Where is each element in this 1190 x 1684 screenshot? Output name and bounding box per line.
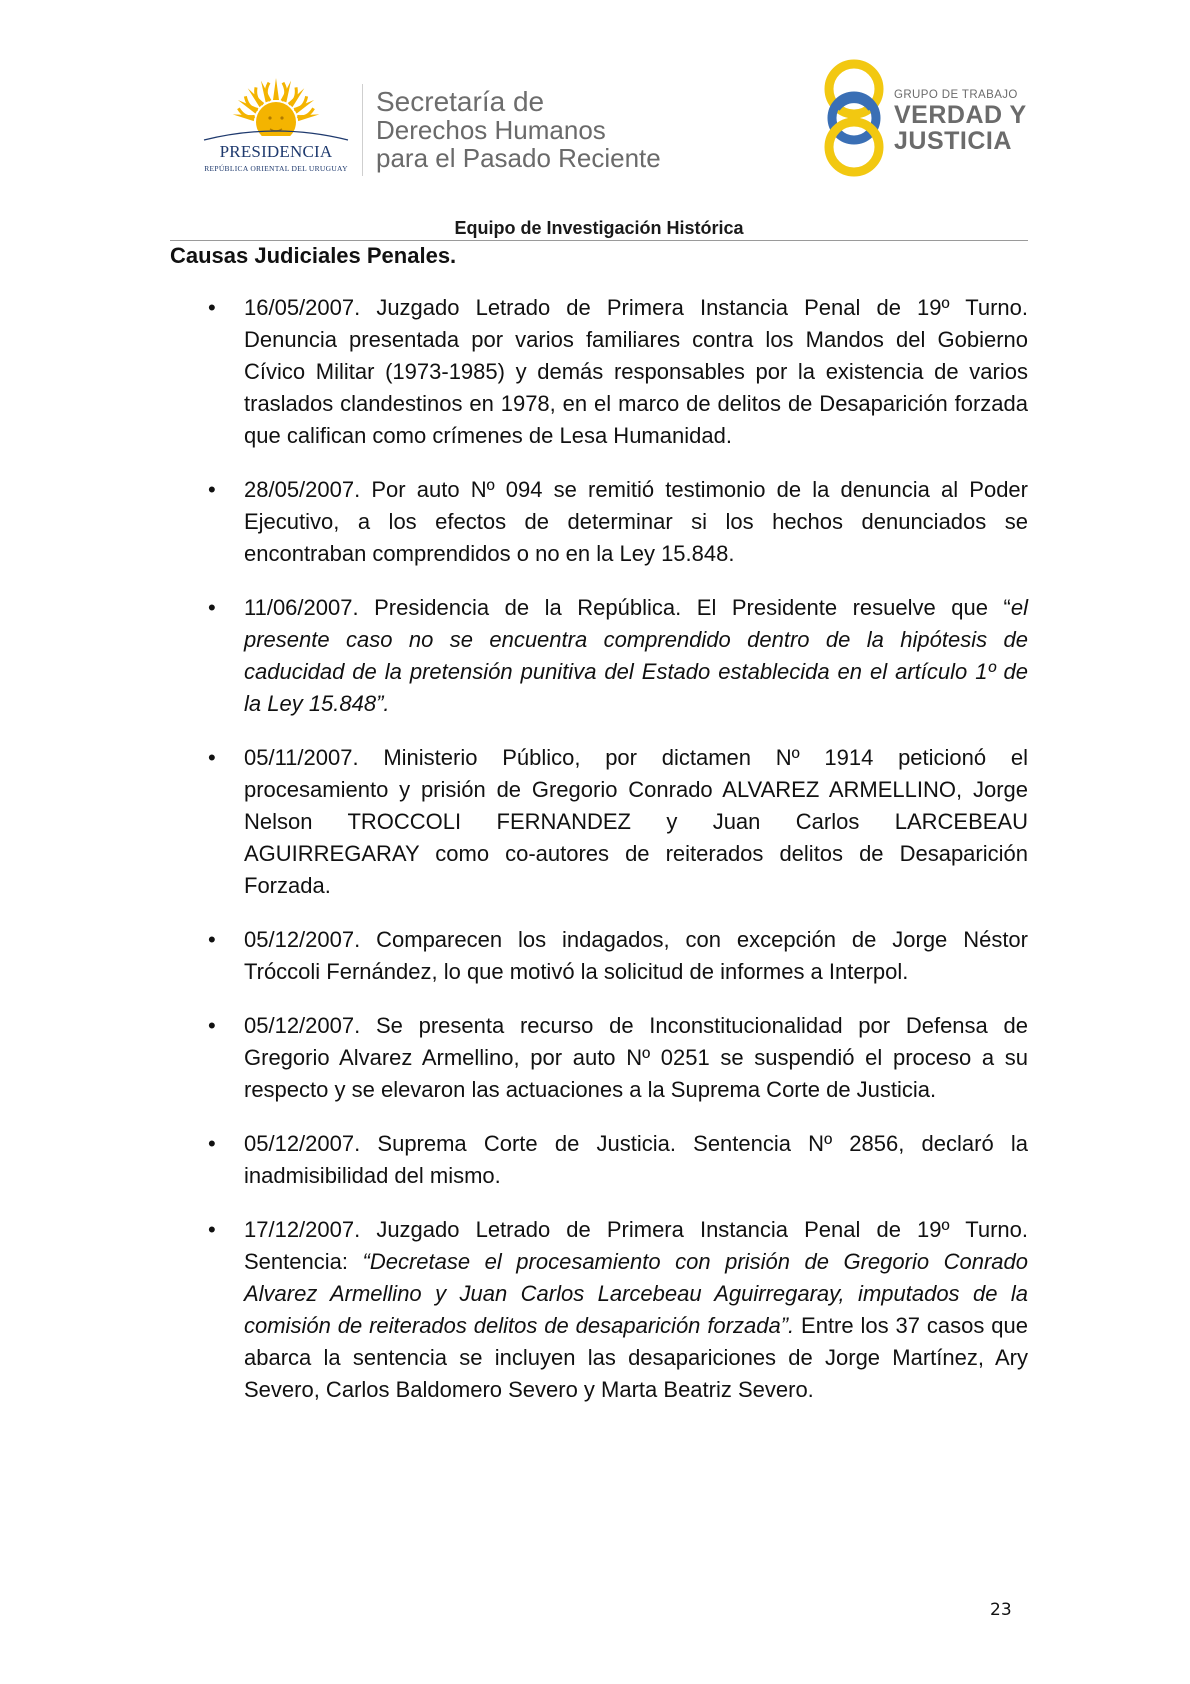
bullet-icon: •: [208, 295, 216, 320]
grupo-trabajo-label: GRUPO DE TRABAJO: [894, 89, 1018, 101]
item-text: 05/11/2007. Ministerio Público, por dictamen Nº 1914 peticionó el procesamiento y prisión de Gregorio Conrado ALVAREZ ARMELLINO, Jorge Nelson TROCCOLI FERNANDEZ y Juan Carlos LARCEBEAU AGUIRREGARAY como co-autores de reiterados delitos de Desaparición Forzada.: [244, 745, 1028, 898]
item-text: 28/05/2007. Por auto Nº 094 se remitió testimonio de la denuncia al Poder Ejecutivo, a los efectos de determinar si los hechos denunciados se encontraban comprendidos o no en la Ley 15.848.: [244, 477, 1028, 566]
list-item: [204, 742, 1028, 902]
bullet-icon: •: [208, 1013, 216, 1038]
bullet-icon: •: [208, 927, 216, 952]
presidencia-title: PRESIDENCIA: [219, 142, 333, 161]
sun-emblem-icon: [196, 78, 356, 142]
secretaria-line-2: Derechos Humanos: [376, 115, 606, 145]
list-item: [204, 1214, 1028, 1406]
interlocking-rings-icon: [820, 56, 892, 180]
list-item: [204, 292, 1028, 452]
equipo-heading: Equipo de Investigación Histórica: [454, 218, 744, 238]
item-text: 11/06/2007. Presidencia de la República. El Presidente resuelve que “: [244, 595, 1011, 620]
item-quote: el presente caso no se encuentra comprendido dentro de la hipótesis de caducidad de la pretensión punitiva del Estado establecida en el artículo 1º de la Ley 15.848”.: [244, 595, 1028, 716]
verdad-justicia-logo: [820, 56, 1040, 180]
list-item: [204, 924, 1028, 988]
item-text: 05/12/2007. Suprema Corte de Justicia. Sentencia Nº 2856, declaró la inadmisibilidad del mismo.: [244, 1131, 1028, 1188]
list-item: [204, 1010, 1028, 1106]
item-text: 05/12/2007. Se presenta recurso de Inconstitucionalidad por Defensa de Gregorio Alvarez Armellino, por auto Nº 0251 se suspendió el proceso a su respecto y se elevaron las actuaciones a la Suprema Corte de Justicia.: [244, 1013, 1028, 1102]
bullet-icon: •: [208, 595, 216, 620]
list-item: [204, 592, 1028, 720]
case-timeline-list: [204, 292, 1028, 1428]
bullet-icon: •: [208, 1131, 216, 1156]
page-number: 23: [990, 1600, 1012, 1620]
section-title: Causas Judiciales Penales.: [170, 243, 457, 268]
bullet-icon: •: [208, 477, 216, 502]
bullet-icon: •: [208, 1217, 216, 1242]
item-text-continued: Entre los 37 casos que abarca la sentencia se incluyen las desapariciones de Jorge Martínez, Ary Severo, Carlos Baldomero Severo y Marta Beatriz Severo.: [244, 1313, 1028, 1402]
item-text: 17/12/2007. Juzgado Letrado de Primera Instancia Penal de 19º Turno. Sentencia:: [244, 1217, 1028, 1274]
bullet-icon: •: [208, 745, 216, 770]
justicia-label: JUSTICIA: [894, 127, 1012, 155]
item-text: 05/12/2007. Comparecen los indagados, con excepción de Jorge Néstor Tróccoli Fernández, lo que motivó la solicitud de informes a Interpol.: [244, 927, 1028, 984]
logo-divider: [362, 84, 363, 176]
presidencia-subtitle: REPÚBLICA ORIENTAL DEL URUGUAY: [204, 164, 348, 173]
item-text: 16/05/2007. Juzgado Letrado de Primera Instancia Penal de 19º Turno. Denuncia presentada por varios familiares contra los Mandos del Gobierno Cívico Militar (1973-1985) y demás responsables por la existencia de varios traslados clandestinos en 1978, en el marco de delitos de Desaparición forzada que califican como crímenes de Lesa Humanidad.: [244, 295, 1028, 448]
list-item: [204, 1128, 1028, 1192]
list-item: [204, 474, 1028, 570]
page-header: [0, 0, 1190, 238]
secretaria-line-1: Secretaría de: [376, 86, 545, 117]
secretaria-logo-text: [376, 88, 661, 172]
presidencia-logo: [196, 78, 356, 178]
secretaria-line-3: para el Pasado Reciente: [376, 143, 661, 173]
verdad-label: VERDAD Y: [894, 101, 1027, 129]
item-quote: “Decretase el procesamiento con prisión de Gregorio Conrado Alvarez Armellino y Juan Carlos Larcebeau Aguirregaray, imputados de la comisión de reiterados delitos de desaparición forzada”.: [244, 1249, 1028, 1338]
header-rule: [170, 240, 1028, 241]
